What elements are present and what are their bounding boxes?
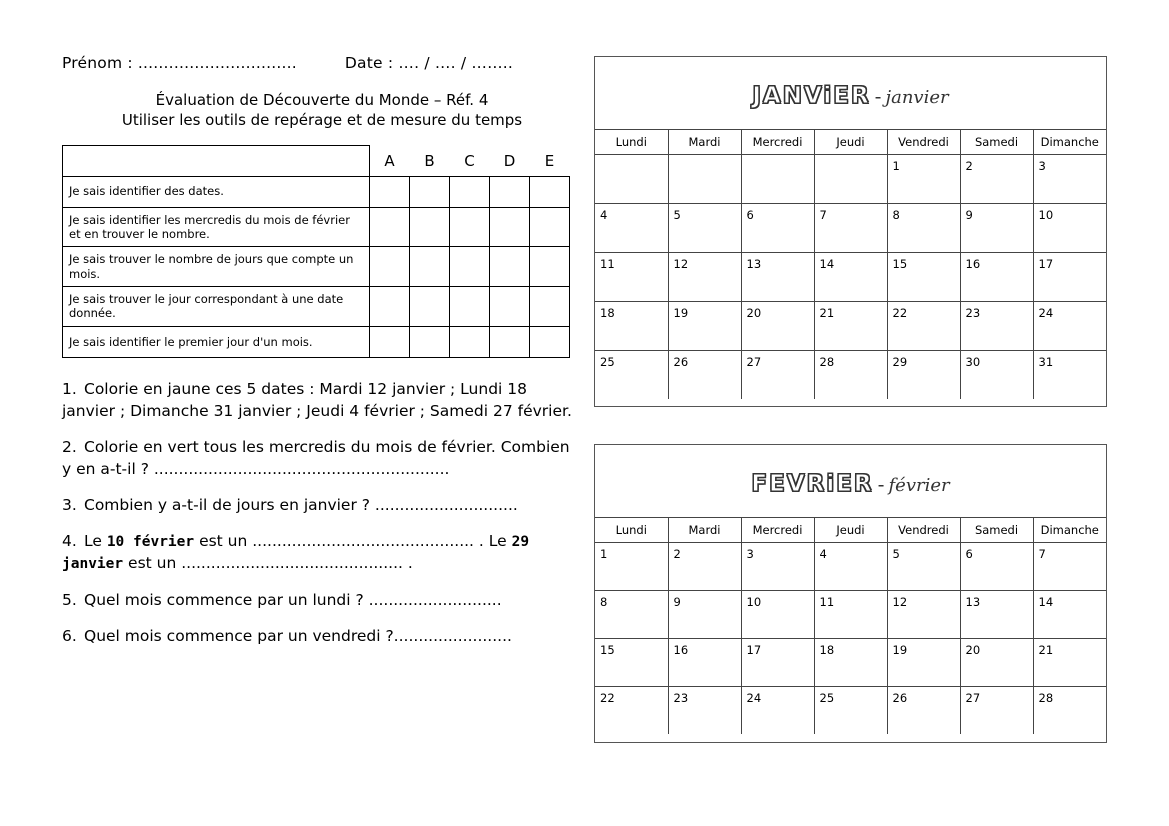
competence-score-cell[interactable] [369,176,410,207]
calendar-empty-cell [814,155,887,204]
competence-label: Je sais identifier le premier jour d'un mois. [63,326,370,357]
calendar-day-cell[interactable]: 28 [814,351,887,400]
calendar-day-cell[interactable]: 29 [887,351,960,400]
calendar-day-cell[interactable]: 25 [814,687,887,735]
calendar-janvier-title-small: janvier [885,87,949,108]
calendar-week-row [595,687,1106,735]
question-number: 2. [62,437,77,456]
table-row [63,247,570,287]
calendar-day-cell[interactable]: 1 [887,155,960,204]
calendar-week-row [595,302,1106,351]
question-number: 5. [62,590,77,609]
question-item [62,378,572,422]
calendar-day-cell[interactable]: 18 [595,302,668,351]
competence-score-cell[interactable] [490,247,530,287]
question-item [62,625,572,647]
calendar-week-row [595,639,1106,687]
calendar-weekday-header: Mardi [668,130,741,155]
question-number: 1. [62,379,77,398]
competence-score-cell[interactable] [450,207,490,247]
calendar-day-cell[interactable]: 15 [887,253,960,302]
competence-label: Je sais identifier les mercredis du mois de février et en trouver le nombre. [63,207,370,247]
calendar-weekday-header: Jeudi [814,518,887,543]
calendar-day-cell[interactable]: 25 [595,351,668,400]
question-text: Le [84,531,107,550]
calendar-day-cell[interactable]: 21 [814,302,887,351]
calendar-day-cell[interactable]: 8 [595,591,668,639]
calendar-day-cell[interactable]: 19 [668,302,741,351]
competence-score-cell[interactable] [530,207,570,247]
calendar-day-cell[interactable]: 18 [814,639,887,687]
calendar-day-cell[interactable]: 28 [1033,687,1106,735]
calendar-day-cell[interactable]: 17 [741,639,814,687]
calendar-empty-cell [595,155,668,204]
competence-score-cell[interactable] [410,176,450,207]
table-row [63,176,570,207]
question-text: Quel mois commence par un lundi ? ........................... [84,590,502,609]
competence-table-wrapper [62,145,572,358]
competence-score-cell[interactable] [530,176,570,207]
question-text: Combien y a-t-il de jours en janvier ? ............................. [84,495,518,514]
calendar-weekday-header: Samedi [960,130,1033,155]
question-number: 3. [62,495,77,514]
calendar-empty-cell [668,155,741,204]
calendar-day-cell[interactable]: 23 [960,302,1033,351]
calendar-day-cell[interactable]: 4 [814,543,887,591]
calendar-day-cell[interactable]: 12 [887,591,960,639]
question-text: est un ............................................. . Le [194,531,512,550]
calendar-weekday-header: Samedi [960,518,1033,543]
calendar-weekday-header: Dimanche [1033,518,1106,543]
calendar-day-cell[interactable]: 11 [814,591,887,639]
calendar-day-cell[interactable]: 2 [668,543,741,591]
competence-table-header-blank [63,145,370,176]
calendar-week-row [595,351,1106,400]
competence-label: Je sais trouver le nombre de jours que compte un mois. [63,247,370,287]
question-item [62,436,572,480]
page-title-line1: Évaluation de Découverte du Monde – Réf. 4 [155,91,489,109]
question-text: Colorie en jaune ces 5 dates : Mardi 12 janvier ; Lundi 18 janvier ; Dimanche 31 janvier ; Jeudi 4 février ; Samedi 27 février. [62,379,572,420]
calendar-day-cell[interactable]: 14 [1033,591,1106,639]
calendar-day-cell[interactable]: 24 [1033,302,1106,351]
calendar-day-cell[interactable]: 19 [887,639,960,687]
calendar-day-cell[interactable]: 7 [814,204,887,253]
calendar-day-cell[interactable]: 11 [595,253,668,302]
calendar-janvier [594,56,1107,407]
competence-score-cell[interactable] [530,247,570,287]
calendar-fevrier [594,444,1107,743]
calendar-janvier-title-dash: - [874,86,882,108]
calendar-day-cell[interactable]: 3 [741,543,814,591]
calendar-weekday-header: Dimanche [1033,130,1106,155]
calendar-weekday-header: Vendredi [887,518,960,543]
page-title-line2: Utiliser les outils de repérage et de mesure du temps [121,111,523,130]
competence-score-cell[interactable] [450,176,490,207]
competence-score-cell[interactable] [369,207,410,247]
competence-score-cell[interactable] [369,326,410,357]
competence-score-cell[interactable] [410,326,450,357]
calendar-janvier-grid [595,129,1106,399]
calendar-janvier-title-big: JANViER [752,83,871,109]
calendar-day-cell[interactable]: 9 [668,591,741,639]
calendar-day-cell[interactable]: 26 [668,351,741,400]
date-field-label[interactable]: Date : …. / …. / …….. [344,54,514,72]
competence-column-header: A [384,152,395,171]
calendar-day-cell[interactable]: 27 [960,687,1033,735]
calendar-day-cell[interactable]: 24 [741,687,814,735]
competence-column-header: B [424,152,435,171]
calendar-empty-cell [741,155,814,204]
calendar-day-cell[interactable]: 27 [741,351,814,400]
calendar-day-cell[interactable]: 20 [741,302,814,351]
calendar-fevrier-title-dash: - [877,474,885,496]
left-column [62,54,572,661]
calendar-weekday-header: Mercredi [741,130,814,155]
page-title [72,90,572,131]
question-item [62,530,572,575]
competence-score-cell[interactable] [490,176,530,207]
calendar-weekday-header: Jeudi [814,130,887,155]
calendar-day-cell[interactable]: 22 [887,302,960,351]
calendar-weekday-header: Mardi [668,518,741,543]
question-number: 4. [62,531,77,550]
calendar-day-cell[interactable]: 26 [887,687,960,735]
calendar-fevrier-title-small: février [888,475,950,496]
question-highlight-date: 29 janvier [62,533,530,573]
calendar-day-cell[interactable]: 13 [960,591,1033,639]
competence-score-cell[interactable] [530,287,570,327]
calendar-week-row [595,253,1106,302]
calendar-week-row [595,591,1106,639]
question-item [62,589,572,611]
calendar-day-cell[interactable]: 16 [960,253,1033,302]
table-row [63,207,570,247]
table-row [63,287,570,327]
calendar-day-cell[interactable]: 31 [1033,351,1106,400]
calendar-weekday-header: Mercredi [741,518,814,543]
competence-table [62,145,570,358]
calendar-day-cell[interactable]: 8 [887,204,960,253]
calendar-day-cell[interactable]: 16 [668,639,741,687]
competence-score-cell[interactable] [490,287,530,327]
competence-score-cell[interactable] [450,326,490,357]
calendar-day-cell[interactable]: 7 [1033,543,1106,591]
calendar-weekday-header: Vendredi [887,130,960,155]
competence-score-cell[interactable] [410,247,450,287]
competence-score-cell[interactable] [490,207,530,247]
calendar-day-cell[interactable]: 6 [960,543,1033,591]
calendar-week-row [595,204,1106,253]
question-item [62,494,572,516]
calendar-fevrier-title [595,445,1106,517]
question-text: est un ............................................. . [123,554,413,573]
calendar-day-cell[interactable]: 4 [595,204,668,253]
competence-score-cell[interactable] [369,287,410,327]
calendar-day-cell[interactable]: 22 [595,687,668,735]
calendar-day-cell[interactable]: 10 [1033,204,1106,253]
competence-column-header: D [503,152,516,171]
table-row [63,326,570,357]
calendar-day-cell[interactable]: 5 [887,543,960,591]
calendar-day-cell[interactable]: 30 [960,351,1033,400]
competence-score-cell[interactable] [410,207,450,247]
prenom-field-label[interactable]: Prénom : ............................... [62,54,297,72]
calendar-day-cell[interactable]: 12 [668,253,741,302]
competence-score-cell[interactable] [369,247,410,287]
calendar-weekday-header: Lundi [595,518,668,543]
calendar-day-cell[interactable]: 10 [741,591,814,639]
calendar-fevrier-grid [595,517,1106,734]
competence-score-cell[interactable] [410,287,450,327]
question-text: Colorie en vert tous les mercredis du mois de février. Combien y en a-t-il ? ............................................................ [62,437,570,478]
calendar-fevrier-title-big: FEVRiER [751,471,874,497]
calendar-week-row [595,543,1106,591]
calendar-day-cell[interactable]: 9 [960,204,1033,253]
calendar-week-row [595,155,1106,204]
calendar-day-cell[interactable]: 23 [668,687,741,735]
calendar-day-cell[interactable]: 5 [668,204,741,253]
question-text: Quel mois commence par un vendredi ?........................ [84,626,512,645]
calendar-day-cell[interactable]: 2 [960,155,1033,204]
competence-score-cell[interactable] [530,326,570,357]
competence-score-cell[interactable] [450,287,490,327]
competence-score-cell[interactable] [450,247,490,287]
competence-score-cell[interactable] [490,326,530,357]
calendar-weekday-header: Lundi [595,130,668,155]
calendar-day-cell[interactable]: 3 [1033,155,1106,204]
calendar-day-cell[interactable]: 1 [595,543,668,591]
competence-column-header: E [544,152,555,171]
calendar-day-cell[interactable]: 6 [741,204,814,253]
competence-label: Je sais trouver le jour correspondant à une date donnée. [63,287,370,327]
calendar-day-cell[interactable]: 21 [1033,639,1106,687]
calendar-day-cell[interactable]: 15 [595,639,668,687]
question-highlight-date: 10 février [106,533,195,550]
calendar-day-cell[interactable]: 20 [960,639,1033,687]
question-number: 6. [62,626,77,645]
calendar-day-cell[interactable]: 17 [1033,253,1106,302]
competence-column-header: C [464,152,475,171]
calendar-janvier-title [595,57,1106,129]
questions-list [62,378,572,647]
calendar-day-cell[interactable]: 14 [814,253,887,302]
calendar-day-cell[interactable]: 13 [741,253,814,302]
identity-line [62,54,572,72]
competence-label: Je sais identifier des dates. [63,176,370,207]
